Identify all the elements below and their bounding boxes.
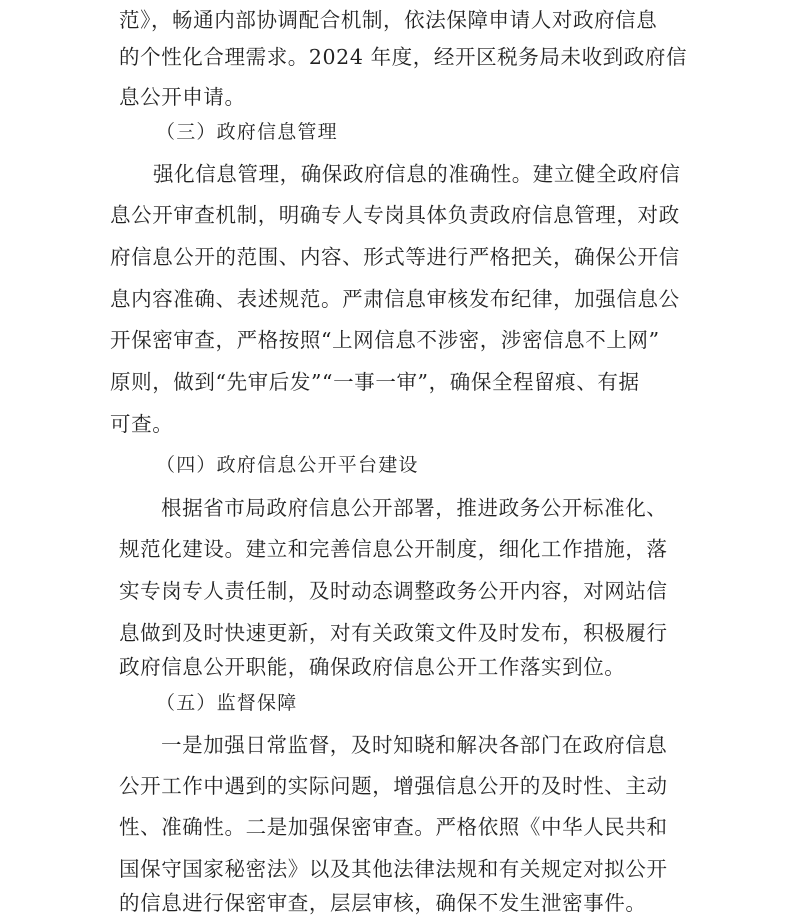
text-line: 实专岗专人责任制，及时动态调整政务公开内容，对网站信	[119, 579, 668, 603]
text-line: 政府信息公开职能，确保政府信息公开工作落实到位。	[119, 655, 626, 679]
text-line: 息公开申请。	[119, 85, 246, 109]
text-line: 强化信息管理，确保政府信息的准确性。建立健全政府信	[153, 162, 681, 186]
text-line: 规范化建设。建立和完善信息公开制度，细化工作措施，落	[119, 537, 668, 561]
text-line: 的个性化合理需求。2024 年度，经开区税务局未收到政府信	[119, 45, 688, 69]
text-line: 息做到及时快速更新，对有关政策文件及时发布，积极履行	[119, 621, 668, 645]
text-line: 府信息公开的范围、内容、形式等进行严格把关，确保公开信	[110, 245, 680, 269]
text-line: 性、准确性。二是加强保密审查。严格依照《中华人民共和	[119, 815, 668, 839]
text-line: 一是加强日常监督，及时知晓和解决各部门在政府信息	[161, 733, 668, 757]
text-line: 根据省市局政府信息公开部署，推进政务公开标准化、	[161, 496, 668, 520]
text-line: 公开工作中遇到的实际问题，增强信息公开的及时性、主动	[119, 774, 668, 798]
text-line: 息内容准确、表述规范。严肃信息审核发布纪律，加强信息公	[110, 287, 680, 311]
text-line: 开保密审查，严格按照“上网信息不涉密，涉密信息不上网”	[110, 328, 660, 352]
text-line: 的信息进行保密审查，层层审核，确保不发生泄密事件。	[119, 891, 647, 915]
text-line: 范》，畅通内部协调配合机制，依法保障申请人对政府信息	[119, 8, 658, 32]
section-heading: （三）政府信息管理	[156, 121, 338, 143]
section-heading: （五）监督保障	[156, 692, 298, 714]
text-line: 国保守国家秘密法》以及其他法律法规和有关规定对拟公开	[119, 857, 668, 881]
section-heading: （四）政府信息公开平台建设	[156, 454, 419, 476]
text-line: 息公开审查机制，明确专人专岗具体负责政府信息管理，对政	[110, 203, 680, 227]
text-line: 可查。	[110, 412, 174, 436]
text-line: 原则，做到“先审后发”“一事一审”，确保全程留痕、有据	[110, 370, 640, 394]
